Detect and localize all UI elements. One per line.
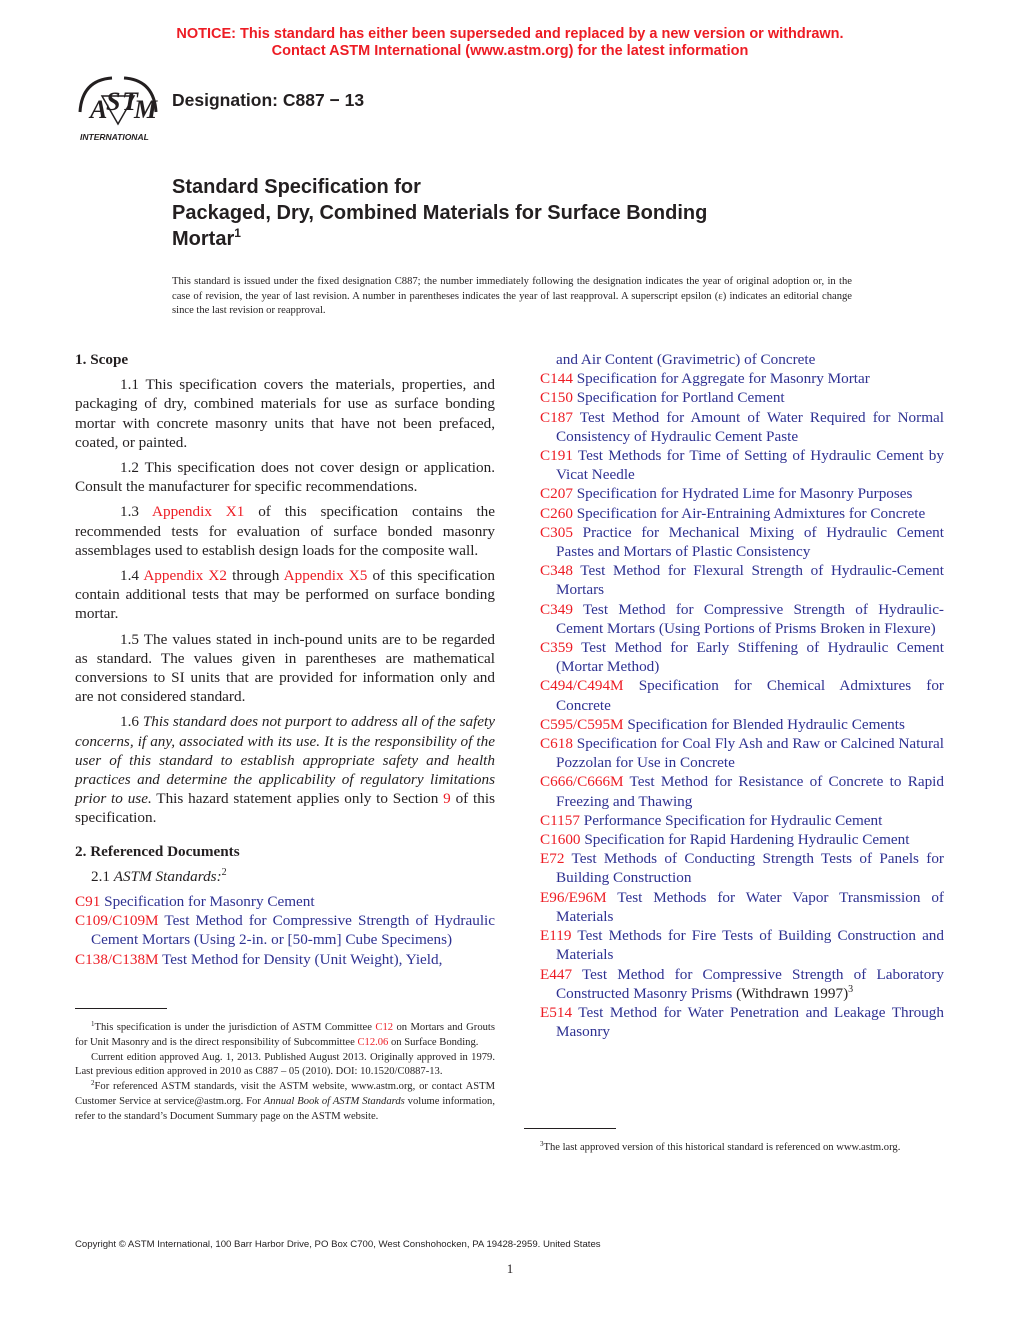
reference-footnote-mark: 3 [848, 983, 854, 995]
reference-title-link[interactable]: Practice for Mechanical Mixing of Hydraulic Cement Pastes and Mortars of Plastic Consistency [556, 523, 944, 561]
reference-code-link[interactable]: C348 [540, 562, 573, 580]
reference-code-link[interactable]: C1600 [540, 831, 581, 849]
reference-withdrawn-note: (Withdrawn 1997) [732, 984, 849, 1002]
title-line-3: Mortar [172, 228, 235, 250]
svg-text:M: M [134, 95, 158, 124]
reference-item [540, 849, 944, 887]
footnotes-right [524, 1141, 944, 1156]
link-section-9[interactable]: 9 [443, 790, 451, 808]
reference-code-link[interactable]: C144 [540, 370, 573, 388]
link-appendix-x2[interactable]: Appendix X2 [143, 567, 227, 585]
document-title [172, 174, 872, 252]
reference-item [540, 523, 944, 561]
svg-text:A: A [90, 95, 108, 124]
reference-item [540, 446, 944, 484]
reference-title-link[interactable]: Specification for Masonry Cement [100, 893, 315, 911]
reference-title-link[interactable]: Specification for Coal Fly Ash and Raw or Calcined Natural Pozzolan for Use in Concrete [556, 735, 944, 772]
right-column [540, 350, 944, 1041]
reference-item [75, 911, 495, 949]
reference-code-link[interactable]: E72 [540, 850, 565, 868]
reference-title-link[interactable]: Specification for Air-Entraining Admixtures for Concrete [572, 504, 926, 522]
footnote-rule-right [524, 1128, 616, 1129]
reference-code-link[interactable]: C305 [540, 523, 573, 541]
reference-title-link[interactable]: Test Method for Flexural Strength of Hydraulic-Cement Mortars [556, 562, 944, 599]
reference-list-left [75, 892, 495, 969]
svg-text:T: T [122, 87, 138, 116]
reference-title-link[interactable]: Test Method for Amount of Water Required for Normal Consistency of Hydraulic Cement Paste [556, 408, 944, 445]
astm-logo [72, 72, 164, 146]
reference-title-link[interactable]: Test Method for Compressive Strength of Hydraulic-Cement Mortars (Using Portions of Prisms Broken in Flexure) [556, 600, 944, 637]
reference-item [540, 888, 944, 926]
title-footnote-mark: 1 [234, 226, 241, 240]
reference-code-link[interactable]: C187 [540, 408, 573, 426]
footnote-1: $^1$This specification is under the jurisdiction of ASTM Committee C12 on Mortars and Grouts for Unit Masonry and is the direct responsibility of Subcommittee C12.06 on Surface Bonding. [75, 1020, 495, 1048]
reference-title-link[interactable]: Test Method for Density (Unit Weight), Yield, [158, 950, 443, 968]
logo-international-text: INTERNATIONAL [80, 132, 149, 142]
paragraph-1-5: 1.5 The values stated in inch-pound units are to be regarded as standard. The values given in parentheses are mathematical conversions to SI units that are provided for information only and are not considered standard. [75, 630, 495, 706]
withdrawal-notice [0, 26, 1020, 60]
reference-code-link[interactable]: C207 [540, 485, 573, 503]
paragraph-1-6: 1.6 This standard does not purport to address all of the safety concerns, if any, associated with its use. It is the responsibility of the user of this standard to establish appropriate safety and health practices and determine the applicability of regulatory limitations prior to use. This hazard statement applies only to Section 9 of this specification. [75, 713, 495, 827]
reference-code-link[interactable]: C150 [540, 389, 573, 407]
reference-title-link[interactable]: Test Methods for Time of Setting of Hydraulic Cement by Vicat Needle [556, 447, 944, 484]
reference-title-link[interactable]: Specification for Rapid Hardening Hydraulic Cement [580, 831, 910, 849]
reference-code-link[interactable]: C666/C666M [540, 773, 624, 791]
svg-text:S: S [106, 87, 121, 116]
reference-item [540, 926, 944, 964]
reference-item [540, 504, 944, 523]
reference-title-link[interactable]: Specification for Chemical Admixtures for Concrete [556, 677, 944, 714]
reference-title-link[interactable]: Test Method for Water Penetration and Leakage Through Masonry [556, 1003, 944, 1041]
reference-list-right [540, 369, 944, 1041]
reference-item [540, 965, 944, 1003]
title-line-2: Packaged, Dry, Combined Materials for Surface Bonding [172, 202, 708, 224]
reference-title-link[interactable]: Specification for Hydrated Lime for Masonry Purposes [572, 485, 913, 503]
reference-code-link[interactable]: C1157 [540, 811, 580, 829]
reference-code-link[interactable]: E119 [540, 927, 572, 945]
link-appendix-x1[interactable]: Appendix X1 [152, 503, 245, 521]
footnote-2: $^2$For referenced ASTM standards, visit the ASTM website, www.astm.org, or contact ASTM Customer Service at service@astm.org. For Annual Book of ASTM Standards volume information, refer to the standard’s Document Summary page on the ASTM website. [75, 1079, 495, 1122]
reference-code-link[interactable]: C595/C595M [540, 715, 624, 733]
reference-item [540, 600, 944, 638]
reference-item [540, 369, 944, 388]
reference-item [540, 388, 944, 407]
reference-code-link[interactable]: C260 [540, 504, 573, 522]
reference-title-link[interactable]: Test Method for Resistance of Concrete to Rapid Freezing and Thawing [556, 773, 944, 810]
footnote-3: $^3$The last approved version of this historical standard is referenced on www.astm.org. [540, 1140, 901, 1153]
issuance-note: This standard is issued under the fixed designation C887; the number immediately following the designation indicates the year of original adoption or, in the case of revision, the year of last revision. A number in parentheses indicates the year of last reapproval. A superscript epsilon (ε) indicates an editorial change since the last revision or reapproval. [172, 276, 852, 317]
paragraph-1-1: 1.1 This specification covers the materials, properties, and packaging of dry, combined materials for use as surface bonding mortar with concrete masonry units that have not been prefaced, coated, or painted. [75, 376, 495, 451]
paragraph-1-3: 1.3 Appendix X1 of this specification contains the recommended tests for evaluation of surface bonded masonry assemblages used to establish design loads for the composite wall. [75, 503, 495, 559]
link-subcommittee-c12-06[interactable]: C12.06 [357, 1036, 389, 1048]
reference-code-link[interactable]: C359 [540, 639, 573, 657]
link-committee-c12[interactable]: C12 [375, 1022, 394, 1033]
reference-item [75, 892, 495, 911]
reference-title-link[interactable]: Specification for Portland Cement [572, 389, 785, 407]
section-heading-scope: 1. Scope [75, 351, 129, 368]
reference-code-link[interactable]: C138/C138M [75, 950, 159, 968]
reference-item [540, 715, 944, 734]
reference-code-link[interactable]: C494/C494M [540, 677, 624, 695]
reference-title-link[interactable]: Test Method for Compressive Strength of Laboratory Constructed Masonry Prisms [556, 965, 944, 1002]
reference-code-link[interactable]: E447 [540, 965, 573, 983]
reference-item [540, 734, 944, 772]
notice-line-2: Contact ASTM International (www.astm.org) for the latest information [271, 43, 749, 59]
reference-item [540, 408, 944, 446]
paragraph-1-4: 1.4 Appendix X2 through Appendix X5 of this specification contain additional tests that may be performed on surface bonding mortar. [75, 567, 495, 623]
notice-line-1: NOTICE: This standard has either been superseded and replaced by a new version or withdrawn. [176, 26, 844, 42]
reference-title-link[interactable]: Test Methods for Water Vapor Transmission of Materials [556, 888, 944, 925]
reference-item [540, 811, 944, 830]
reference-item [540, 830, 944, 849]
link-appendix-x5[interactable]: Appendix X5 [283, 567, 368, 585]
reference-code-link[interactable]: C91 [75, 893, 101, 911]
paragraph-1-2: 1.2 This specification does not cover design or application. Consult the manufacturer for specific recommendations. [75, 459, 495, 496]
reference-item [540, 484, 944, 503]
reference-item [540, 638, 944, 676]
reference-title-link[interactable]: Test Methods of Conducting Strength Tests of Panels for Building Construction [556, 850, 944, 887]
copyright-line: Copyright © ASTM International, 100 Barr Harbor Drive, PO Box C700, West Conshohocken, PA 19428-2959. United States [75, 1239, 601, 1250]
footnote-1-edition: Current edition approved Aug. 1, 2013. Published August 2013. Originally approved in 1979. Last previous edition approved in 2010 as C887 – 05 (2010). DOI: 10.1520/C0887-13. [75, 1051, 495, 1078]
reference-code-link[interactable]: C618 [540, 735, 573, 753]
reference-code-link[interactable]: C109/C109M [75, 912, 159, 930]
reference-code-link[interactable]: E96/E96M [540, 888, 607, 906]
reference-title-link[interactable]: Specification for Aggregate for Masonry Mortar [572, 370, 870, 388]
reference-title-link[interactable]: Test Methods for Fire Tests of Building Construction and Materials [556, 927, 944, 964]
reference-code-link[interactable]: C349 [540, 600, 573, 618]
left-column [75, 350, 495, 969]
reference-title-link[interactable]: Test Method for Early Stiffening of Hydraulic Cement (Mortar Method) [556, 639, 944, 676]
footnotes-left [75, 1021, 495, 1125]
reference-item [540, 772, 944, 810]
reference-continuation: and Air Content (Gravimetric) of Concrete [556, 351, 816, 368]
reference-item [540, 561, 944, 599]
reference-title-link[interactable]: Test Method for Compressive Strength of Hydraulic Cement Mortars (Using 2-in. or [50-mm] Cube Specimens) [91, 912, 495, 949]
footnote-rule-left [75, 1008, 167, 1009]
designation: Designation: C887 − 13 [172, 90, 365, 110]
reference-item [75, 950, 495, 969]
page-number: 1 [506, 1261, 514, 1276]
reference-title-link[interactable]: Specification for Blended Hydraulic Cements [623, 715, 905, 733]
reference-code-link[interactable]: E514 [540, 1003, 573, 1021]
astm-standards-subheading: 2.1 ASTM Standards:$^2$ [91, 866, 227, 885]
reference-title-link[interactable]: Performance Specification for Hydraulic Cement [579, 811, 883, 829]
section-heading-referenced-documents: 2. Referenced Documents [75, 842, 240, 860]
reference-item [540, 1003, 944, 1041]
reference-code-link[interactable]: C191 [540, 447, 573, 465]
reference-item [540, 676, 944, 714]
title-line-1: Standard Specification for [172, 176, 421, 198]
